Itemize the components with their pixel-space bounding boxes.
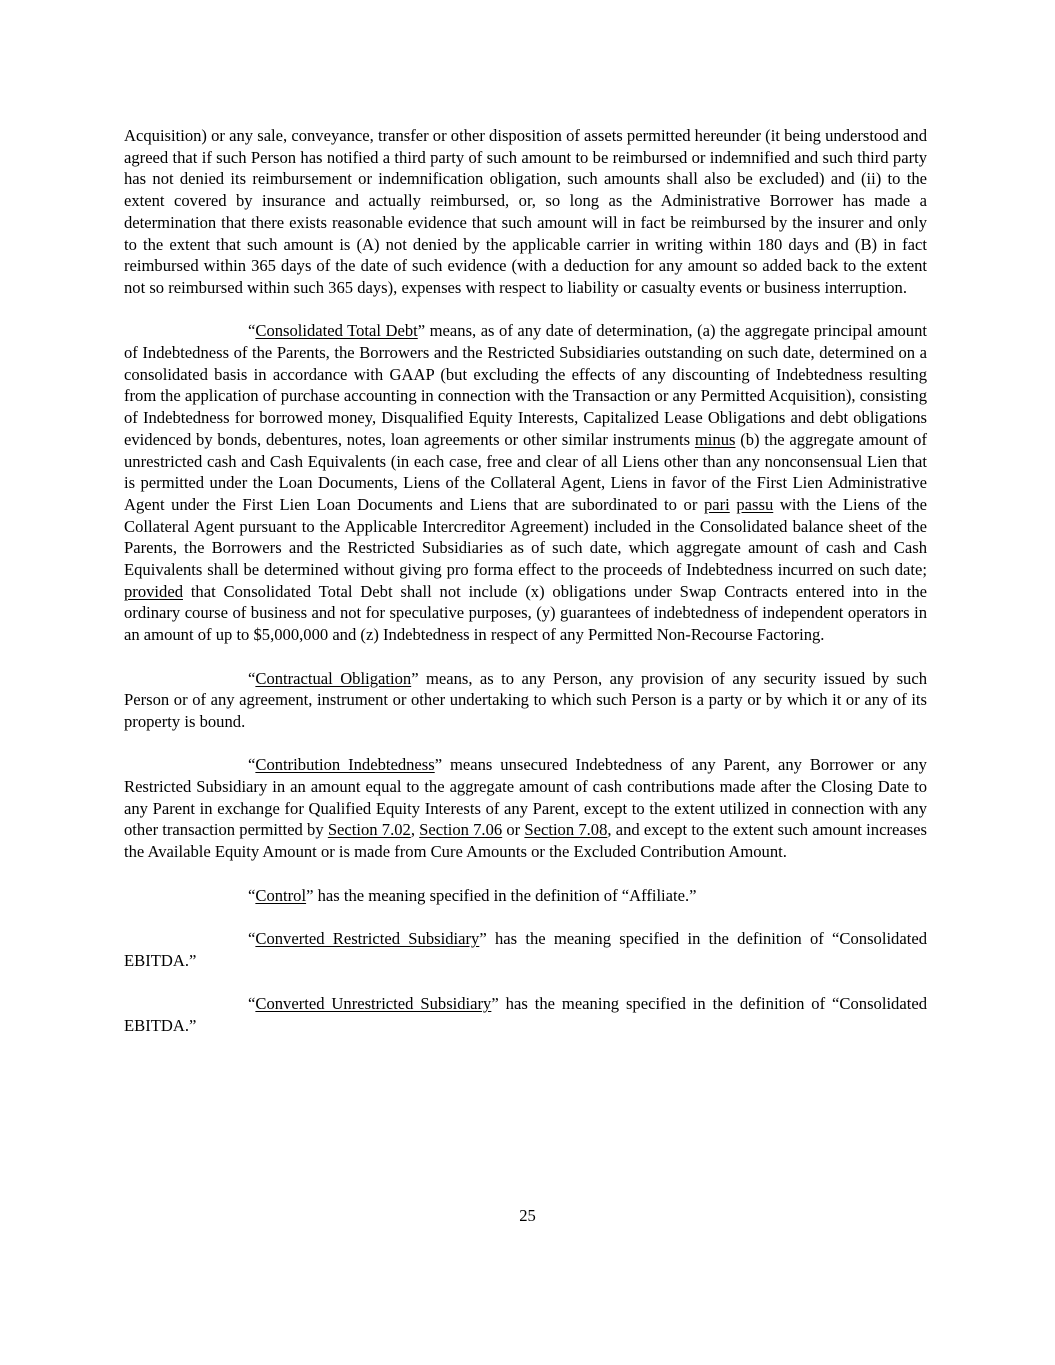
open-quote: “ <box>248 668 256 688</box>
definition-control <box>124 885 927 907</box>
defined-term: Consolidated Total Debt <box>255 321 418 341</box>
underlined-word-minus: minus <box>694 429 736 449</box>
separator: , <box>410 820 420 840</box>
definition-contractual-obligation <box>124 668 927 733</box>
section-reference: Section 7.02 <box>327 820 411 840</box>
definition-text: ” has the meaning specified in the definition of “Consolidated EBITDA.” <box>124 994 927 1035</box>
paragraph-continuation <box>124 125 927 299</box>
underlined-word-provided: provided <box>124 581 183 601</box>
defined-term: Converted Unrestricted Subsidiary <box>255 994 492 1014</box>
definition-text: ” means, as to any Person, any provision of any security issued by such Person or of any agreement, instrument or other undertaking to which such Person is a party or by which it or any of its property is bound. <box>124 668 927 731</box>
definition-text: ” means, as of any date of determination, (a) the aggregate principal amount of Indebtedness of the Parents, the Borrowers and the Restricted Subsidiaries outstanding on such date, determined on a consolidated basis in accordance with GAAP (but excluding the effects of any discounting of Indebtedness resulting from the application of purchase accounting in connection with the Transaction or any Permitted Acquisition), consisting of Indebtedness for borrowed money, Disqualified Equity Interests, Capitalized Lease Obligations and debt obligations evidenced by bonds, debentures, notes, loan agreements or other similar instruments <box>124 321 928 449</box>
section-reference: Section 7.08 <box>524 820 608 840</box>
definition-contribution-indebtedness <box>124 754 927 863</box>
defined-term: Converted Restricted Subsidiary <box>255 928 480 948</box>
paragraph-continuation-text: Acquisition) or any sale, conveyance, transfer or other disposition of assets permitted hereunder (it being understood and agreed that if such Person has notified a third party of such amount to be reimbursed or indemnified and such third party has not denied its reimbursement or indemnification obligation, such amounts shall also be excluded) and (ii) to the extent covered by insurance and actually reimbursed, or, so long as the Administrative Borrower has made a determination that there exists reasonable evidence that such amount will in fact be reimbursed by the insurer and only to the extent that such amount is (A) not denied by the applicable carrier in writing within 180 days and (B) in fact reimbursed within 365 days of the date of such evidence (with a deduction for any amount so added back to the extent not so reimbursed within such 365 days), expenses with respect to liability or casualty events or business interruption. <box>124 126 927 297</box>
definition-text: (b) the aggregate amount of unrestricted cash and Cash Equivalents (in each case, free and clear of all Liens other than any nonconsensual Lien that is permitted under the Loan Documents, Liens of the Collateral Agent, Liens in favor of the First Lien Administrative Agent under the First Lien Loan Documents and Liens that are subordinated to or <box>124 429 927 514</box>
defined-term: Contribution Indebtedness <box>255 755 435 775</box>
document-page <box>124 125 927 1058</box>
page-number: 25 <box>519 1206 536 1225</box>
open-quote: “ <box>248 321 256 341</box>
underlined-word-pari: pari <box>703 494 730 514</box>
definition-text: ” has the meaning specified in the definition of “Affiliate.” <box>306 885 697 905</box>
definition-text: ” has the meaning specified in the definition of “Consolidated EBITDA.” <box>124 928 927 970</box>
definition-consolidated-total-debt <box>124 320 927 646</box>
underlined-word-passu: passu <box>736 494 774 514</box>
definition-converted-restricted-subsidiary <box>124 928 927 971</box>
open-quote: “ <box>248 885 256 905</box>
definition-text: , and except to the extent such amount increases the Available Equity Amount or is made from Cure Amounts or the Excluded Contribution Amount. <box>124 820 927 862</box>
defined-term: Contractual Obligation <box>255 668 412 688</box>
definition-text: that Consolidated Total Debt shall not include (x) obligations under Swap Contracts entered into in the ordinary course of business and not for speculative purposes, (y) guarantees of indebtedness of independent operators in an amount of up to $5,000,000 and (z) Indebtedness in respect of any Permitted Non-Recourse Factoring. <box>124 581 927 645</box>
definition-converted-unrestricted-subsidiary <box>124 993 927 1036</box>
open-quote: “ <box>248 994 256 1014</box>
defined-term: Control <box>255 885 307 905</box>
definition-text: ” means unsecured Indebtedness of any Parent, any Borrower or any Restricted Subsidiary in an amount equal to the aggregate amount of cash contributions made after the Closing Date to any Parent in exchange for Qualified Equity Interests of any Parent, except to the extent utilized in connection with any other transaction permitted by <box>124 755 927 840</box>
separator: or <box>502 820 525 840</box>
open-quote: “ <box>248 755 256 775</box>
section-reference: Section 7.06 <box>419 820 503 840</box>
definition-text: with the Liens of the Collateral Agent pursuant to the Applicable Intercreditor Agreement) included in the Consolidated balance sheet of the Parents, the Borrowers and the Restricted Subsidiaries as of such date, which aggregate amount of cash and Cash Equivalents shall be determined without giving pro forma effect to the proceeds of Indebtedness incurred on such date; <box>124 494 927 580</box>
open-quote: “ <box>248 928 256 948</box>
